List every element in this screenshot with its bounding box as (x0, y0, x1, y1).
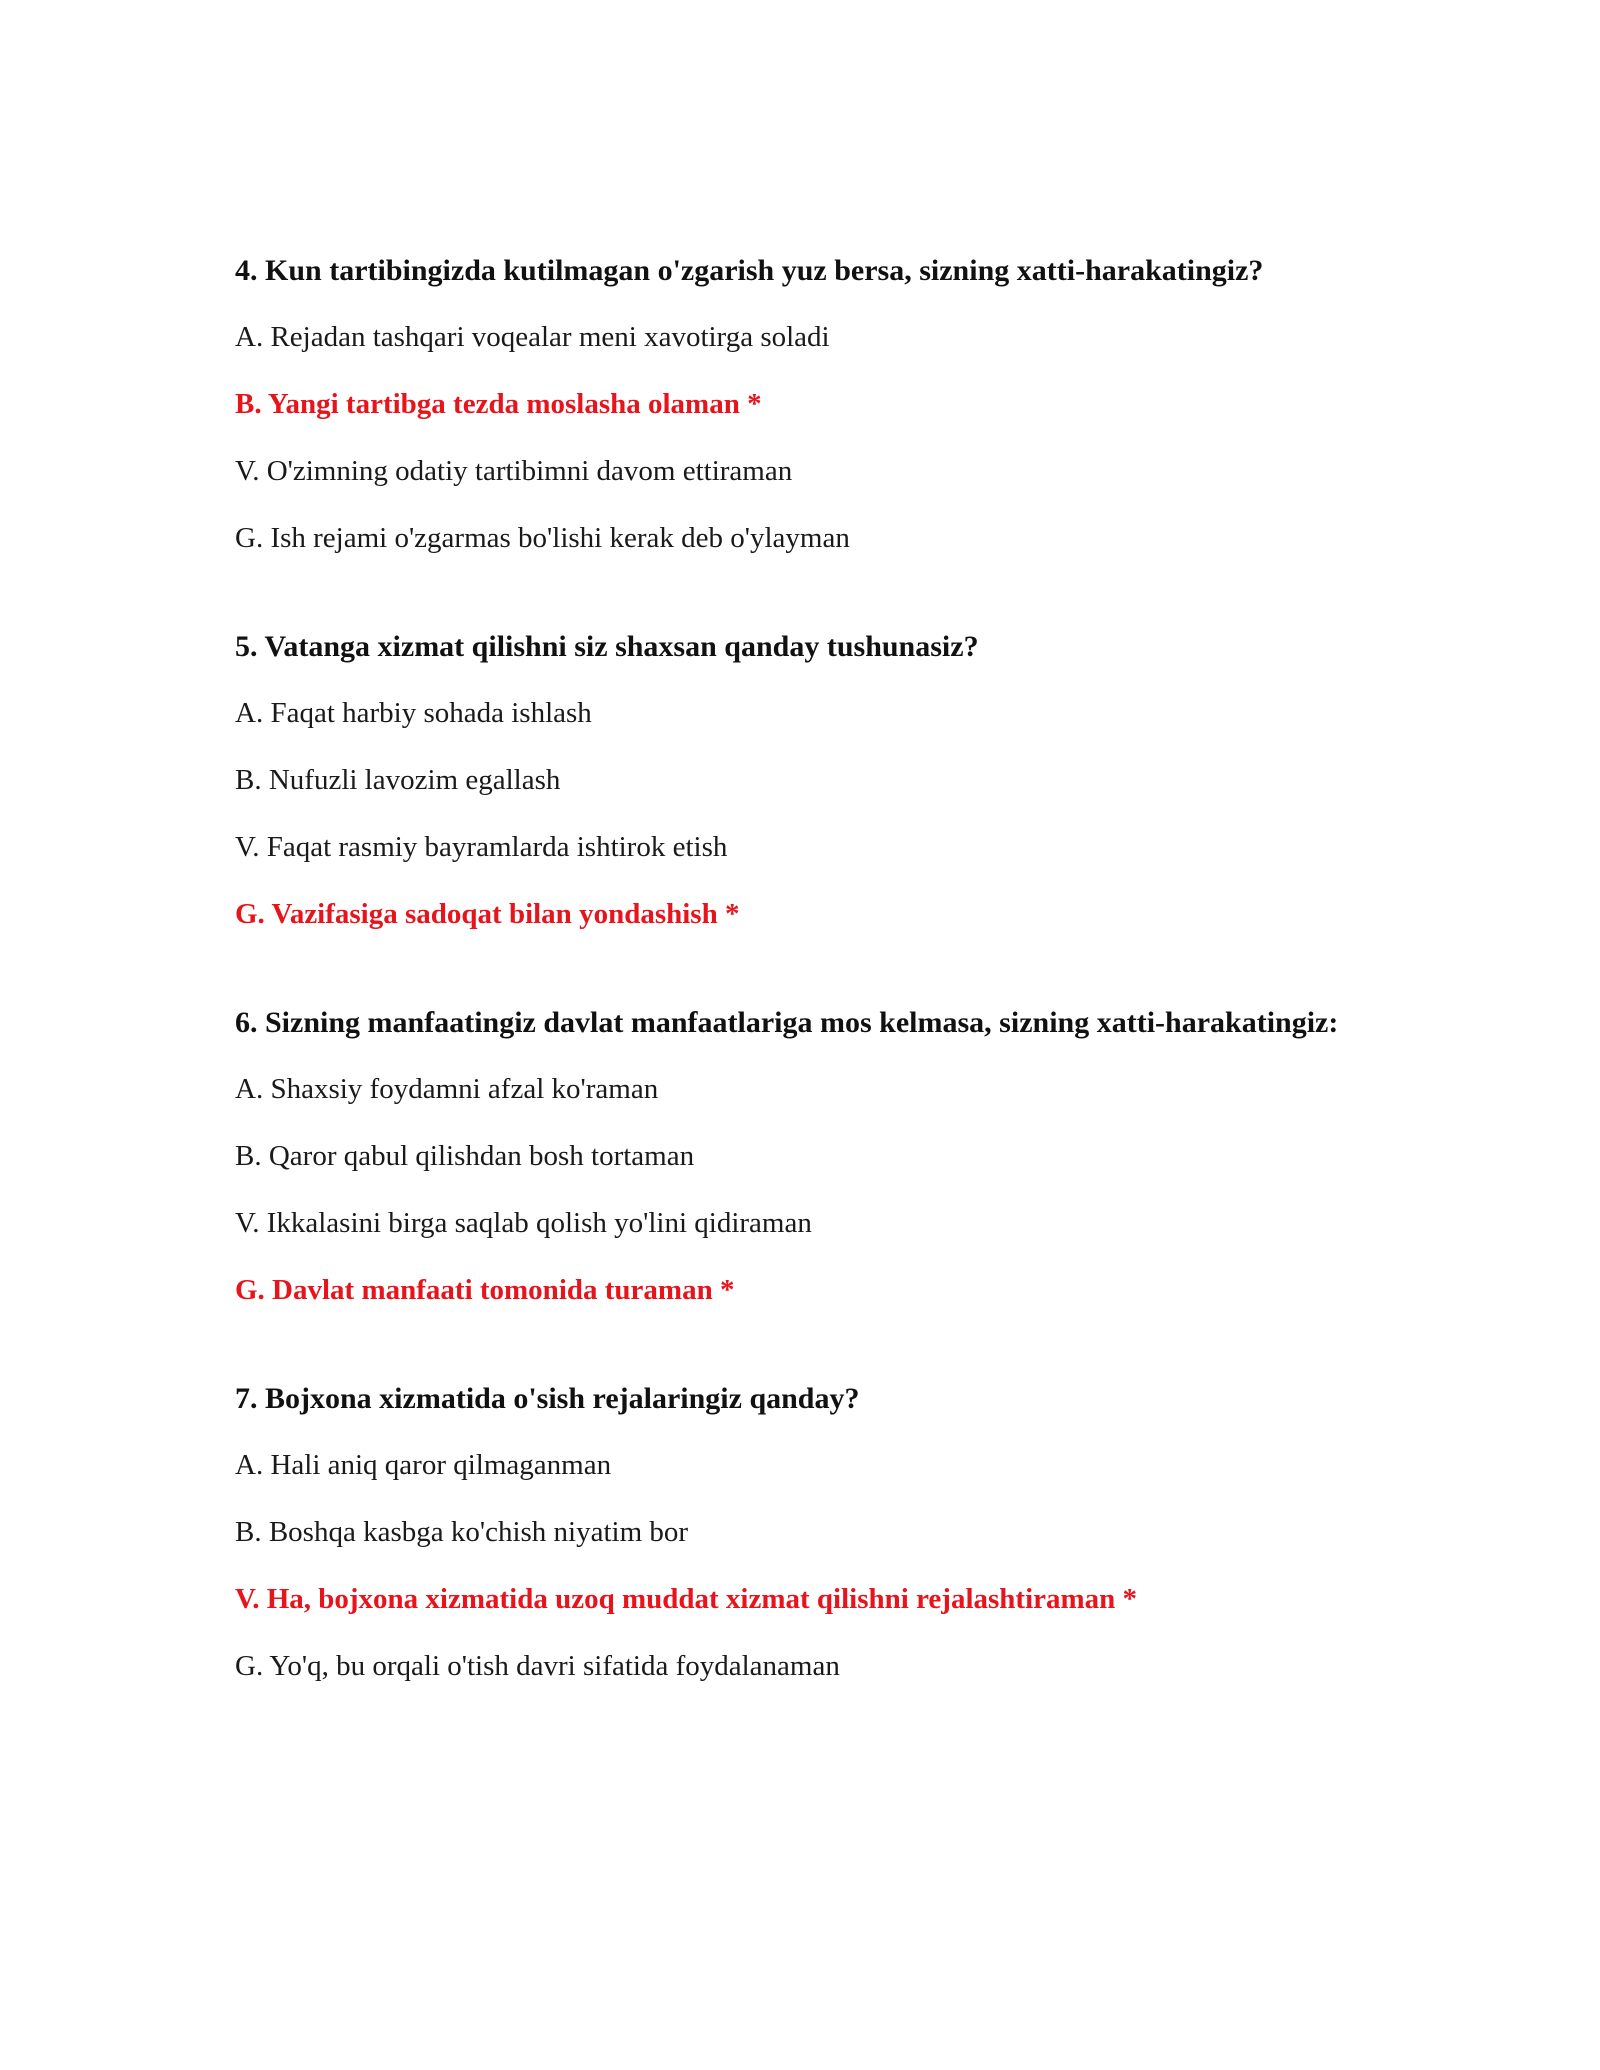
option-v-correct: V. Ha, bojxona xizmatida uzoq muddat xizmat qilishni rejalashtiraman * (235, 1583, 1138, 1615)
option-v: V. O'zimning odatiy tartibimni davom ettiraman (235, 455, 793, 487)
option-v: V. Faqat rasmiy bayramlarda ishtirok etish (235, 831, 728, 863)
question-text: 5. Vatanga xizmat qilishni siz shaxsan qanday tushunasiz? (235, 630, 979, 663)
option-g: G. Yo'q, bu orqali o'tish davri sifatida foydalanaman (235, 1650, 840, 1682)
option-g-correct: G. Vazifasiga sadoqat bilan yondashish * (235, 898, 740, 930)
option-a: A. Shaxsiy foydamni afzal ko'raman (235, 1073, 659, 1105)
option-b: B. Nufuzli lavozim egallash (235, 764, 561, 796)
option-g: G. Ish rejami o'zgarmas bo'lishi kerak deb o'ylayman (235, 522, 850, 554)
question-text: 6. Sizning manfaatingiz davlat manfaatlariga mos kelmasa, sizning xatti-harakatingiz: (235, 1006, 1339, 1039)
question-block-5 (235, 626, 1355, 935)
option-a: A. Rejadan tashqari voqealar meni xavotirga soladi (235, 321, 830, 353)
option-a: A. Faqat harbiy sohada ishlash (235, 697, 592, 729)
option-v: V. Ikkalasini birga saqlab qolish yo'lini qidiraman (235, 1207, 812, 1239)
question-block-6 (235, 1002, 1355, 1311)
option-g-correct: G. Davlat manfaati tomonida turaman * (235, 1274, 735, 1306)
option-b: B. Qaror qabul qilishdan bosh tortaman (235, 1140, 695, 1172)
question-text: 4. Kun tartibingizda kutilmagan o'zgarish yuz bersa, sizning xatti-harakatingiz? (235, 254, 1264, 287)
document-page (235, 250, 1355, 1754)
question-block-4 (235, 250, 1355, 559)
option-b: B. Boshqa kasbga ko'chish niyatim bor (235, 1516, 689, 1548)
question-text: 7. Bojxona xizmatida o'sish rejalaringiz qanday? (235, 1382, 860, 1415)
option-a: A. Hali aniq qaror qilmaganman (235, 1449, 612, 1481)
option-b-correct: B. Yangi tartibga tezda moslasha olaman * (235, 388, 762, 420)
question-block-7 (235, 1378, 1355, 1687)
